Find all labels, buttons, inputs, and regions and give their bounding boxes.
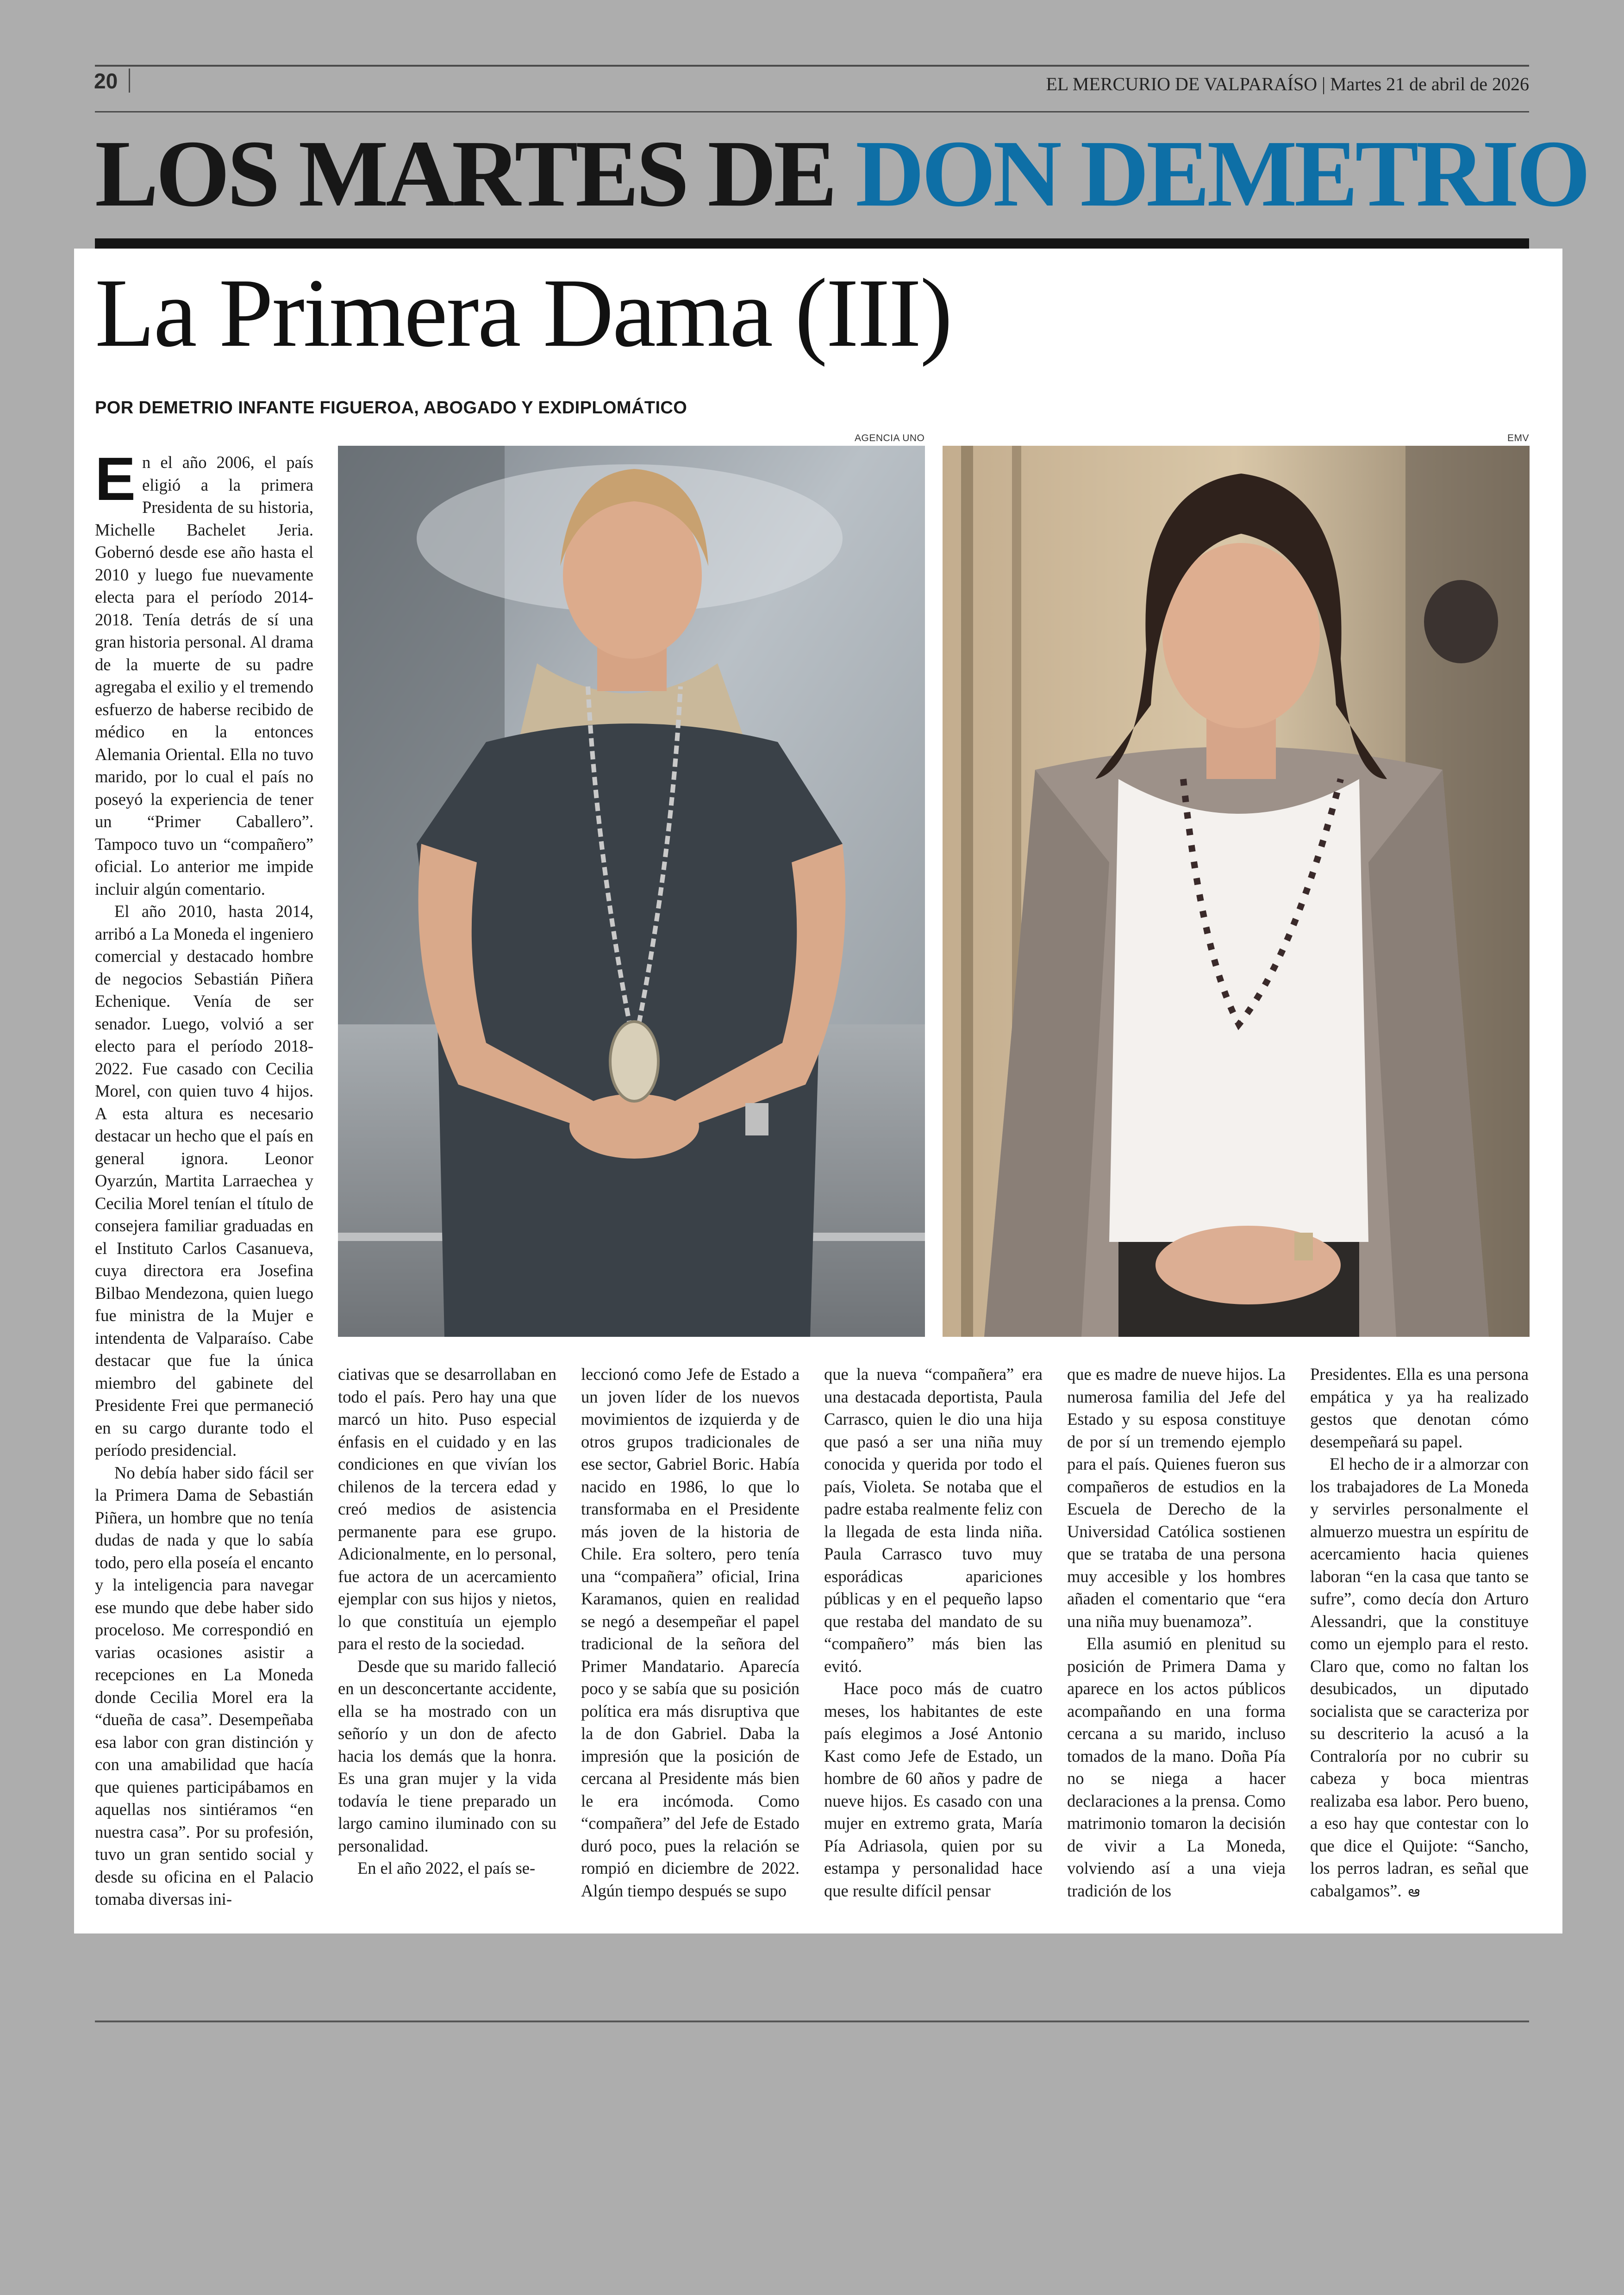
top-rule	[95, 65, 1529, 67]
photo-credit-left: AGENCIA UNO	[855, 433, 925, 443]
paragraph: El año 2010, hasta 2014, arribó a La Moneda el ingeniero comercial y destacado hombre de negocios Sebastián Piñera Echenique. Venía de ser senador. Luego, volvió a ser electo para el período 2018-2022. Fue casado con Cecilia Morel, con quien tuvo 4 hijos. A esta altura es necesario destacar un hecho que el país en general ignora. Leonor Oyarzún, Martita Larraechea y Cecilia Morel tenían el título de consejera familiar graduadas en el Instituto Carlos Casanueva, cuya directora era Josefina Bilbao Mendezona, quien luego fue ministra de la Mujer e intendenta de Valparaíso. Cabe destacar que fue la única miembro del gabinete del Presidente Frei que permaneció en su cargo durante todo el período presidencial.	[95, 902, 313, 1459]
section-title-blue: DON DEMETRIO	[855, 120, 1588, 226]
paragraph: que es madre de nueve hijos. La numerosa familia del Jefe del Estado y su esposa constituye de por sí un tremendo ejemplo para el país. Quienes fueron sus compañeros de estudios en la Escuela de Derecho de la Universidad Católica sostienen que se trataba de una persona muy accesible y los hombres añaden el comentario que “era una niña muy buenamoza”.	[1067, 1365, 1286, 1631]
article-column-3	[581, 1363, 800, 1902]
article-column-4	[824, 1363, 1043, 1902]
paragraph: No debía haber sido fácil ser la Primera Dama de Sebastián Piñera, un hombre que no tenía dudas de nada y que lo sabía todo, pero ella poseía el encanto y la inteligencia para navegar ese mundo que debe haber sido proceloso. Me correspondió en varias ocasiones asistir a recepciones en La Moneda donde Cecilia Morel era la “dueña de casa”. Desempeñaba esa labor con gran distinción y con una amabilidad que hacía que quienes participábamos en aquellas nos sintiéramos “en nuestra casa”. Por su profesión, tuvo un gran sentido social y desde su oficina en el Palacio tomaba diversas ini-	[95, 1463, 313, 1908]
paragraph: Presidentes. Ella es una persona empática y ya ha realizado gestos que denotan cómo desempeñará su papel.	[1310, 1365, 1529, 1451]
article-column-5	[1067, 1363, 1286, 1902]
article-column-6	[1310, 1363, 1529, 1902]
bottom-rule	[95, 2021, 1529, 2022]
section-title-black: LOS MARTES DE	[95, 120, 835, 226]
article-column-2	[338, 1363, 556, 1880]
paragraph	[1310, 1453, 1529, 1902]
section-title	[95, 120, 1588, 226]
drop-cap: E	[95, 445, 136, 513]
page-number: 20	[94, 69, 118, 93]
byline: POR DEMETRIO INFANTE FIGUEROA, ABOGADO Y EXDIPLOMÁTICO	[95, 398, 687, 418]
paragraph-text: n el año 2006, el país eligió a la primera Presidenta de su historia, Michelle Bachelet Jeria. Gobernó desde ese año hasta el 2010 y luego fue nuevamente electa para el período 2014-2018. Tenía detrás de sí una gran historia personal. Al drama de la muerte de su padre agregaba el exilio y el tremendo esfuerzo de haberse recibido de médico en la entonces Alemania Oriental. Ella no tuvo marido, por lo cual el país no poseyó la experiencia de tener un “Primer Caballero”. Tampoco tuvo un “compañero” oficial. Lo anterior me impide incluir algún comentario.	[95, 453, 313, 898]
headline: La Primera Dama (III)	[95, 258, 951, 367]
paragraph: Hace poco más de cuatro meses, los habitantes de este país elegimos a José Antonio Kast como Jefe de Estado, un hombre de 60 años y padre de nueve hijos. Es casado con una mujer en extremo grata, María Pía Adriasola, quien por su estampa y personalidad hace que resulte difícil pensar	[824, 1679, 1043, 1900]
page-number-divider	[129, 69, 130, 93]
paragraph: leccionó como Jefe de Estado a un joven líder de los nuevos movimientos de izquierda y de otros grupos tradicionales de ese sector, Gabriel Boric. Había nacido en 1986, lo que lo transformaba en el Presidente más joven de la historia de Chile. Era soltero, pero tenía una “compañera” oficial, Irina Karamanos, quien en realidad se negó a desempeñar el papel tradicional de la señora del Primer Mandatario. Aparecía poco y se sabía que su posición política era más disruptiva que la de don Gabriel. Daba la impresión que la posición de cercana al Presidente más bien le era incómoda. Como “compañera” del Jefe de Estado duró poco, pues la relación se rompió en diciembre de 2022. Algún tiempo después se supo	[581, 1365, 800, 1900]
section-rule	[95, 238, 1529, 249]
paragraph: Desde que su marido falleció en un desconcertante accidente, ella se ha mostrado con un señorío y un don de afecto hacia los demás que la honra. Es una gran mujer y la vida todavía le tiene preparado un largo camino iluminado con su personalidad.	[338, 1656, 556, 1855]
article-column-1	[95, 445, 313, 1911]
paragraph: que la nueva “compañera” era una destacada deportista, Paula Carrasco, quien le dio una hija que pasó a ser una niña muy conocida y querida por todo el país, Violeta. Se notaba que el padre estaba realmente feliz con la llegada de esta linda niña. Paula Carrasco tuvo muy esporádicas apariciones públicas y en el pequeño lapso que restaba del mandato de su “compañero” más bien las evitó.	[824, 1365, 1043, 1676]
paragraph: Ella asumió en plenitud su posición de Primera Dama y aparece en los actos públicos acompañando en una forma cercana a su marido, incluso tomados de la mano. Doña Pía no se niega a hacer declaraciones a la prensa. Como matrimonio tomaron la decisión de vivir a La Moneda, volviendo así a una vieja tradición de los	[1067, 1634, 1286, 1900]
paragraph: ciativas que se desarrollaban en todo el país. Pero hay una que marcó un hito. Puso especial énfasis en el cuidado y en las condiciones en que vivían los chilenos de la tercera edad y creó medios de asistencia permanente para ese grupo. Adicionalmente, en lo personal, fue actora de un acercamiento ejemplar con sus hijos y nietos, lo que constituía un ejemplo para el resto de la sociedad.	[338, 1365, 556, 1653]
paragraph: En el año 2022, el país se-	[357, 1858, 536, 1877]
end-of-article-icon: ఆ	[1408, 1882, 1420, 1900]
photo-left-woman-dark-dress	[338, 446, 925, 1337]
photo-credit-right: EMV	[1507, 433, 1530, 443]
masthead: EL MERCURIO DE VALPARAÍSO | Martes 21 de abril de 2026	[1046, 74, 1529, 94]
photo-right-woman-cardigan	[943, 446, 1530, 1337]
paragraph-text: El hecho de ir a almorzar con los trabajadores de La Moneda y servirles personalmente el almuerzo muestra un espíritu de acercamiento hacia quienes laboran “en la casa que tanto se sufre”, como decía don Arturo Alessandri, que la constituye como un ejemplo para el resto. Claro que, como no faltan los desubicados, un diputado socialista que se caracteriza por su descriterio la acusó a la Contraloría por no cubrir su cabeza y boca mientras realizaba esa labor. Pero bueno, a eso hay que contestar con lo que dice el Quijote: “Sancho, los perros ladran, es señal que cabalgamos”.	[1310, 1454, 1529, 1900]
header-rule	[95, 111, 1529, 112]
paragraph	[95, 445, 313, 900]
